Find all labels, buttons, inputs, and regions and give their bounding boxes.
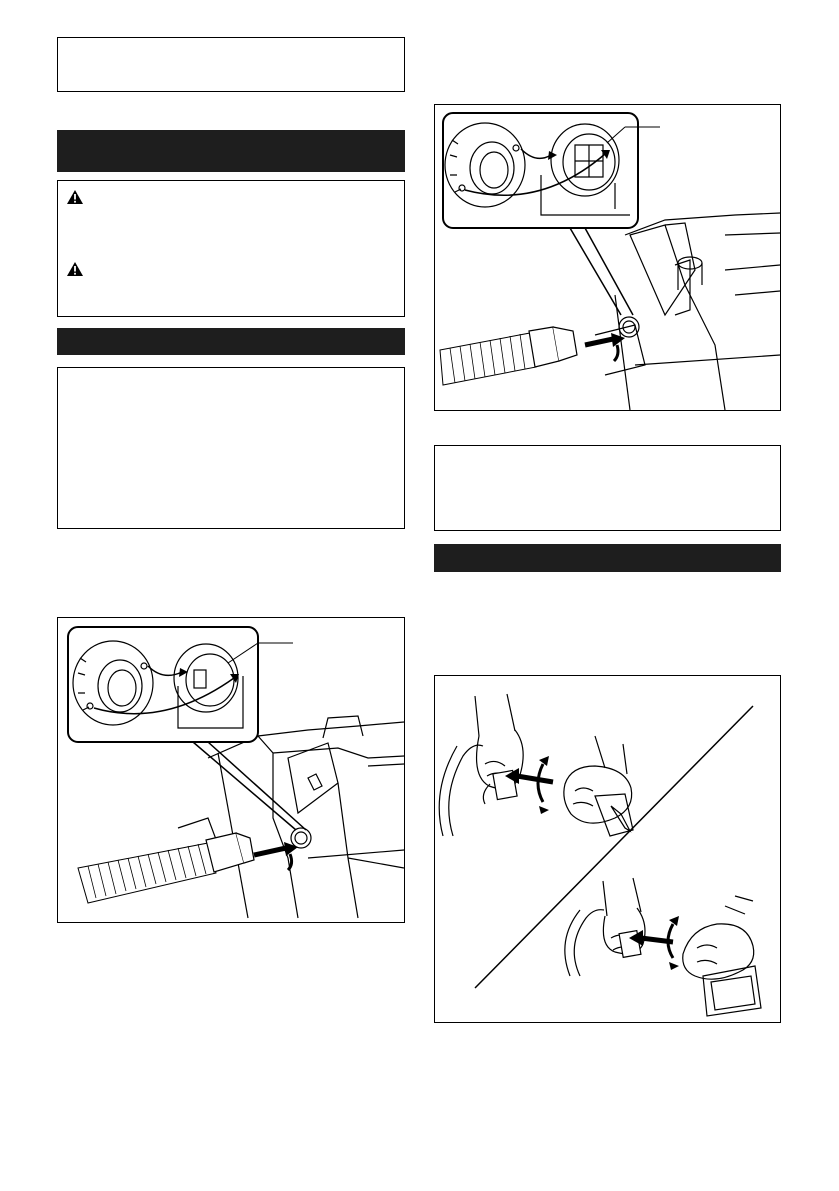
figure-attach-nozzle: [434, 675, 781, 1023]
section-bar-3: [434, 544, 781, 572]
warning-box: [57, 180, 405, 317]
figure-hose-connection-right: [434, 104, 781, 411]
figure-hose-connection-left: [57, 617, 405, 923]
warning-triangle-icon: [66, 189, 84, 205]
section-bar-2: [57, 328, 405, 355]
hose-connection-illustration: [58, 618, 404, 922]
notice-box: [57, 367, 405, 529]
warning-triangle-icon: [66, 261, 84, 277]
note-box-right: [434, 445, 781, 531]
note-box-top-left: [57, 37, 405, 92]
section-bar-1: [57, 130, 405, 172]
attach-nozzle-illustration: [435, 676, 780, 1022]
hose-connection-illustration: [435, 105, 780, 410]
